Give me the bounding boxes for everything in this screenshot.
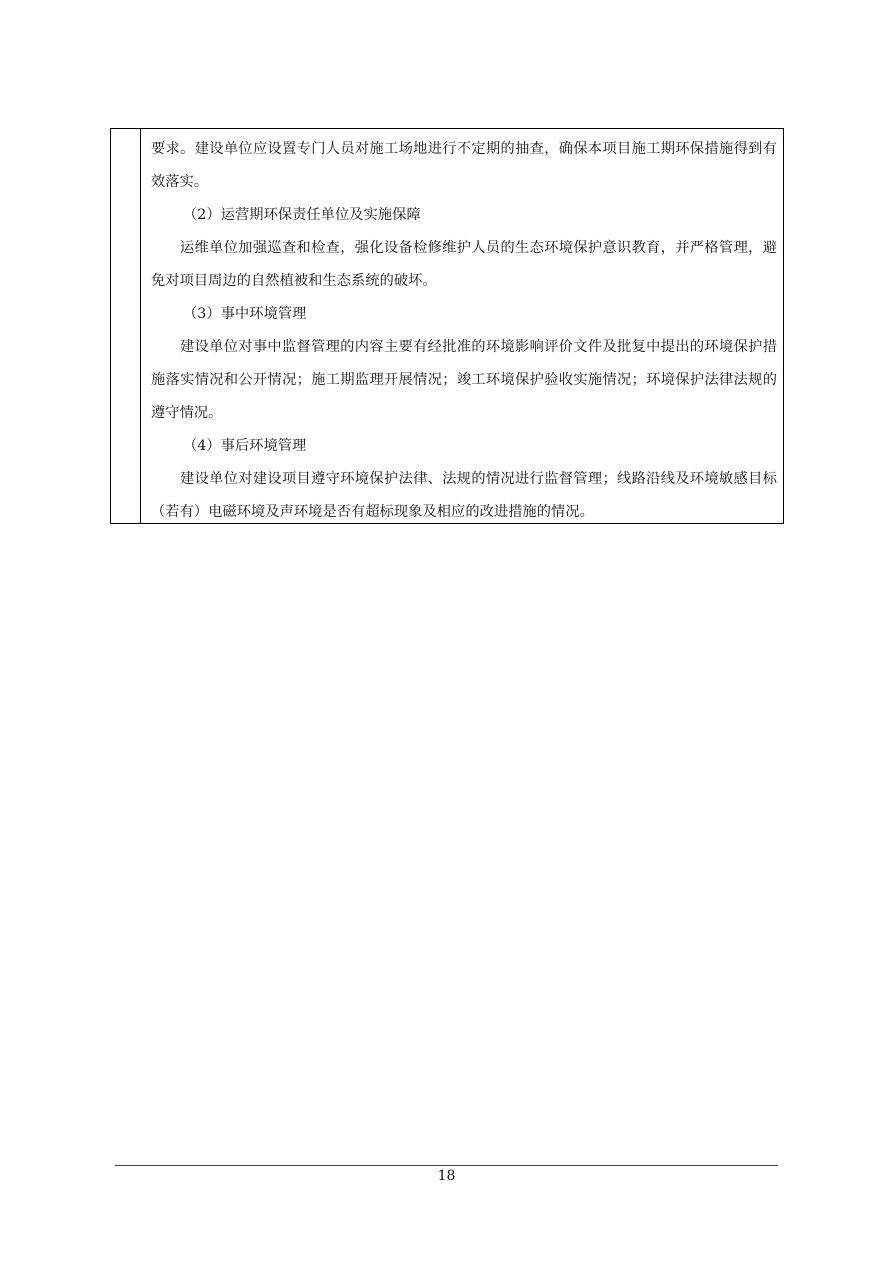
footer-divider (115, 1165, 778, 1166)
table-content-cell (151, 133, 777, 529)
section-heading-post-process-management: （4）事后环境管理 (183, 438, 307, 454)
paragraph-continued: 要求。建设单位应设置专门人员对施工场地进行不定期的抽查，确保本项目施工期环保措施得到有效落实。 (151, 141, 777, 190)
paragraph-operation-period: 运维单位加强巡查和检查，强化设备检修维护人员的生态环境保护意识教育，并严格管理，避免对项目周边的自然植被和生态系统的破坏。 (151, 240, 777, 289)
paragraph-in-process-management: 建设单位对事中监督管理的内容主要有经批准的环境影响评价文件及批复中提出的环境保护措施落实情况和公开情况；施工期监理开展情况；竣工环境保护验收实施情况；环境保护法律法规的遵守情况。 (151, 339, 777, 421)
table-left-column (111, 129, 141, 523)
page-number: 18 (437, 1168, 456, 1184)
content-table (110, 128, 784, 524)
section-heading-operation-period: （2）运营期环保责任单位及实施保障 (183, 207, 421, 223)
paragraph-post-process-management: 建设单位对建设项目遵守环境保护法律、法规的情况进行监督管理；线路沿线及环境敏感目标（若有）电磁环境及声环境是否有超标现象及相应的改进措施的情况。 (151, 471, 777, 520)
section-heading-in-process-management: （3）事中环境管理 (183, 306, 307, 322)
